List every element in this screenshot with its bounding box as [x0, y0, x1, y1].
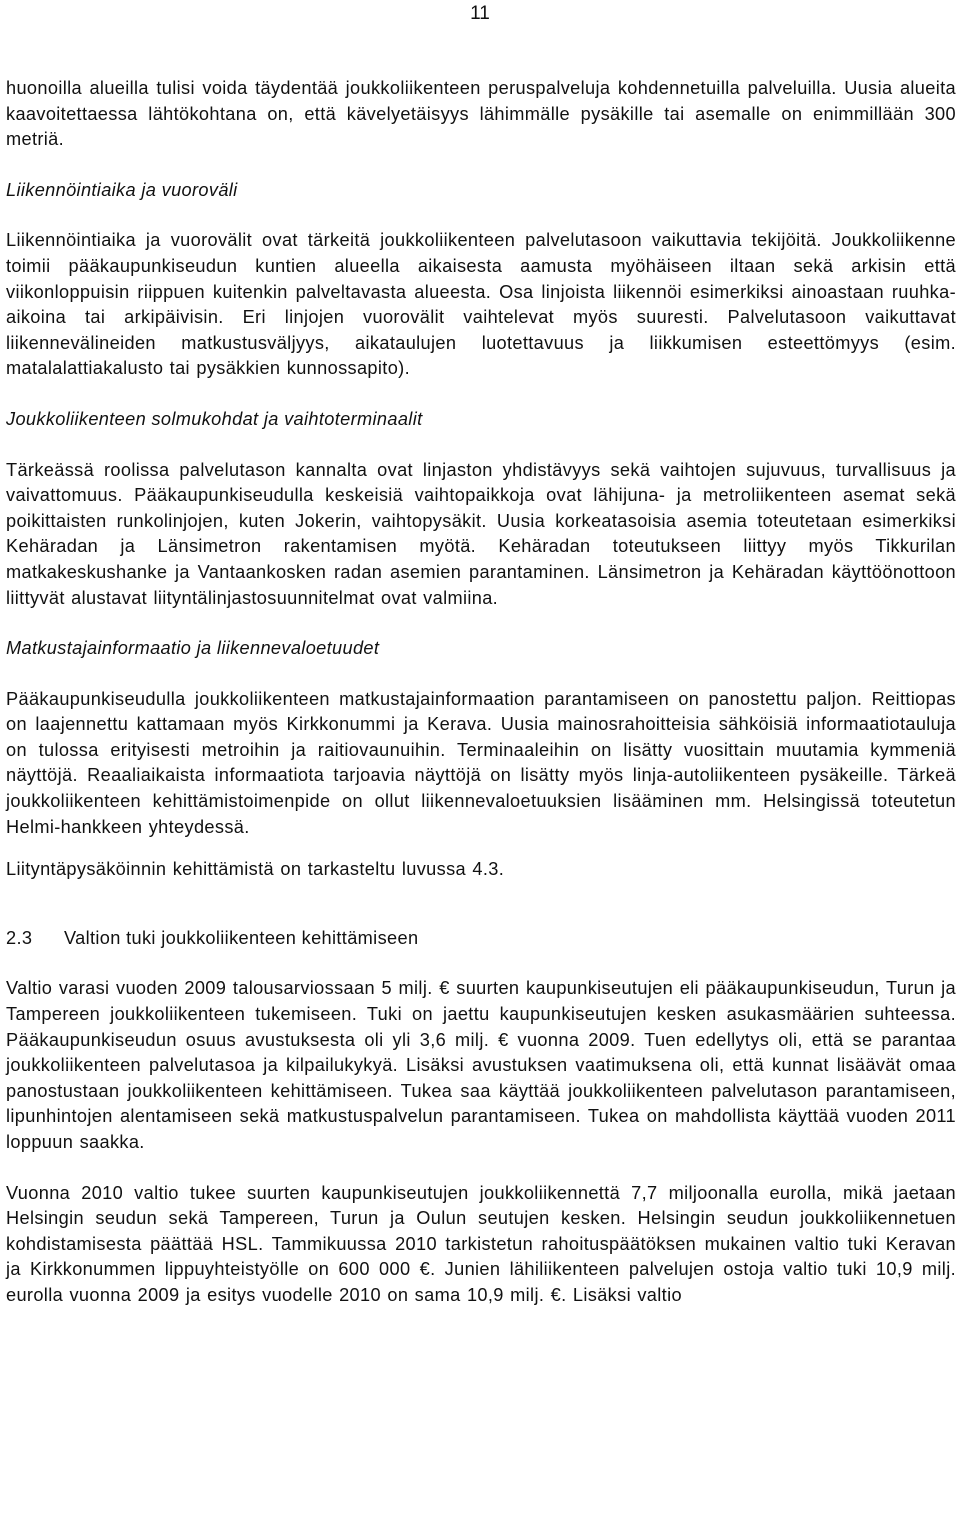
paragraph: Pääkaupunkiseudulla joukkoliikenteen matkustajainformaation parantamiseen on panostettu paljon. Reittiopas on laajennettu kattamaan myös Kirkkonummi ja Kerava. Uusia mainosrahoitteisia sähköisiä informaatiotauluja on tulossa erityisesti metroihin ja raitiovaunuihin. Terminaaleihin on lisätty vuosittain muutamia kymmeniä näyttöjä. Reaaliaikaista informaatiota tarjoavia näyttöjä on lisätty myös linja-autoliikenteen pysäkeille. Tärkeä joukkoliikenteen kehittämistoimenpide on ollut liikennevaloetuuksien lisääminen mm. Helsingissä toteutetun Helmi-hankkeen yhteydessä. — [6, 688, 956, 837]
section-heading — [6, 926, 956, 952]
subheading-matkustajainformaatio: Matkustajainformaatio ja liikennevaloetuudet — [6, 638, 380, 659]
section-title: Valtion tuki joukkoliikenteen kehittämiseen — [64, 927, 419, 948]
document-body — [6, 76, 956, 1309]
section-number: 2.3 — [6, 927, 33, 948]
paragraph: Tärkeässä roolissa palvelutason kannalta ovat linjaston yhdistävyys sekä vaihtojen sujuvuus, turvallisuus ja vaivattomuus. Pääkaupunkiseudulla keskeisiä vaihtopaikkoja ovat lähijuna- ja metroliikenteen asemat sekä poikittaisten runkolinjojen, kuten Jokerin, vaihtopysäkit. Uusia korkeatasoisia asemia toteutetaan esimerkiksi Kehäradan ja Länsimetron rakentamisen myötä. Kehäradan toteutukseen liittyy myös Tikkurilan matkakeskushanke ja Vantaankosken radan asemien parantaminen. Länsimetron ja Kehäradan käyttöönottoon liittyvät alustavat liityntälinjastosuunnitelmat ovat valmiina. — [6, 459, 956, 608]
paragraph: Liityntäpysäköinnin kehittämistä on tarkasteltu luvussa 4.3. — [6, 859, 505, 880]
paragraph: huonoilla alueilla tulisi voida täydentää joukkoliikenteen peruspalveluja kohdennetuilla palveluilla. Uusia alueita kaavoitettaessa lähtökohtana on, että kävelyetäisyys lähimmälle pysäkille tai asemalle on enimmillään 300 metriä. — [6, 78, 956, 150]
paragraph: Valtio varasi vuoden 2009 talousarviossaan 5 milj. € suurten kaupunkiseutujen eli pääkaupunkiseudun, Turun ja Tampereen joukkoliikenteen tukemiseen. Tuki on jaettu kaupunkiseutujen kesken asukasmäärien suhteessa. Pääkaupunkiseudun osuus avustuksesta oli yli 3,6 milj. € vuonna 2009. Tuen edellytys oli, että se parantaa joukkoliikenteen palvelutasoa ja kilpailukykyä. Lisäksi avustuksen vaatimuksena oli, että kunnat lisäävät omaa panostustaan joukkoliikenteen kehittämiseen. Tukea saa käyttää joukkoliikenteen palvelutason parantamiseen, lipunhintojen alentamiseen sekä matkustuspalvelun parantamiseen. Tukea on mahdollista käyttää vuoden 2011 loppuun saakka. — [6, 978, 956, 1152]
page-number: 11 — [470, 3, 490, 24]
subheading-solmukohdat: Joukkoliikenteen solmukohdat ja vaihtoterminaalit — [6, 408, 423, 429]
subheading-liikennointiaika: Liikennöintiaika ja vuoroväli — [6, 179, 238, 200]
paragraph: Liikennöintiaika ja vuorovälit ovat tärkeitä joukkoliikenteen palvelutasoon vaikuttavia tekijöitä. Joukkoliikenne toimii pääkaupunkiseudun kuntien alueella aikaisesta aamusta myöhäiseen iltaan sekä arkisin että viikonloppuisin riippuen kuitenkin palveltavasta alueesta. Osa linjoista liikennöi esimerkiksi ainoastaan ruuhka-aikoina tai arkipäivisin. Eri linjojen vuorovälit vaihtelevat myös suuresti. Palvelutasoon vaikuttavat liikennevälineiden matkustusväljyys, aikataulujen luotettavuus ja liikkumisen esteettömyys (esim. matalalattiakalusto tai pysäkkien kunnossapito). — [6, 230, 956, 379]
paragraph: Vuonna 2010 valtio tukee suurten kaupunkiseutujen joukkoliikennettä 7,7 miljoonalla eurolla, mikä jaetaan Helsingin seudun sekä Tampereen, Turun ja Oulun seutujen kesken. Helsingin seudun joukkoliikennetuen kohdistamisesta päättää HSL. Tammikuussa 2010 tarkistetun rahoituspäätöksen mukainen valtio tuki Keravan ja Kirkkonummen lippuyhteistyölle on 600 000 €. Junien lähiliikenteen palvelujen ostoja valtio tuki 10,9 milj. eurolla vuonna 2009 ja esitys vuodelle 2010 on sama 10,9 milj. €. Lisäksi valtio — [6, 1182, 956, 1305]
